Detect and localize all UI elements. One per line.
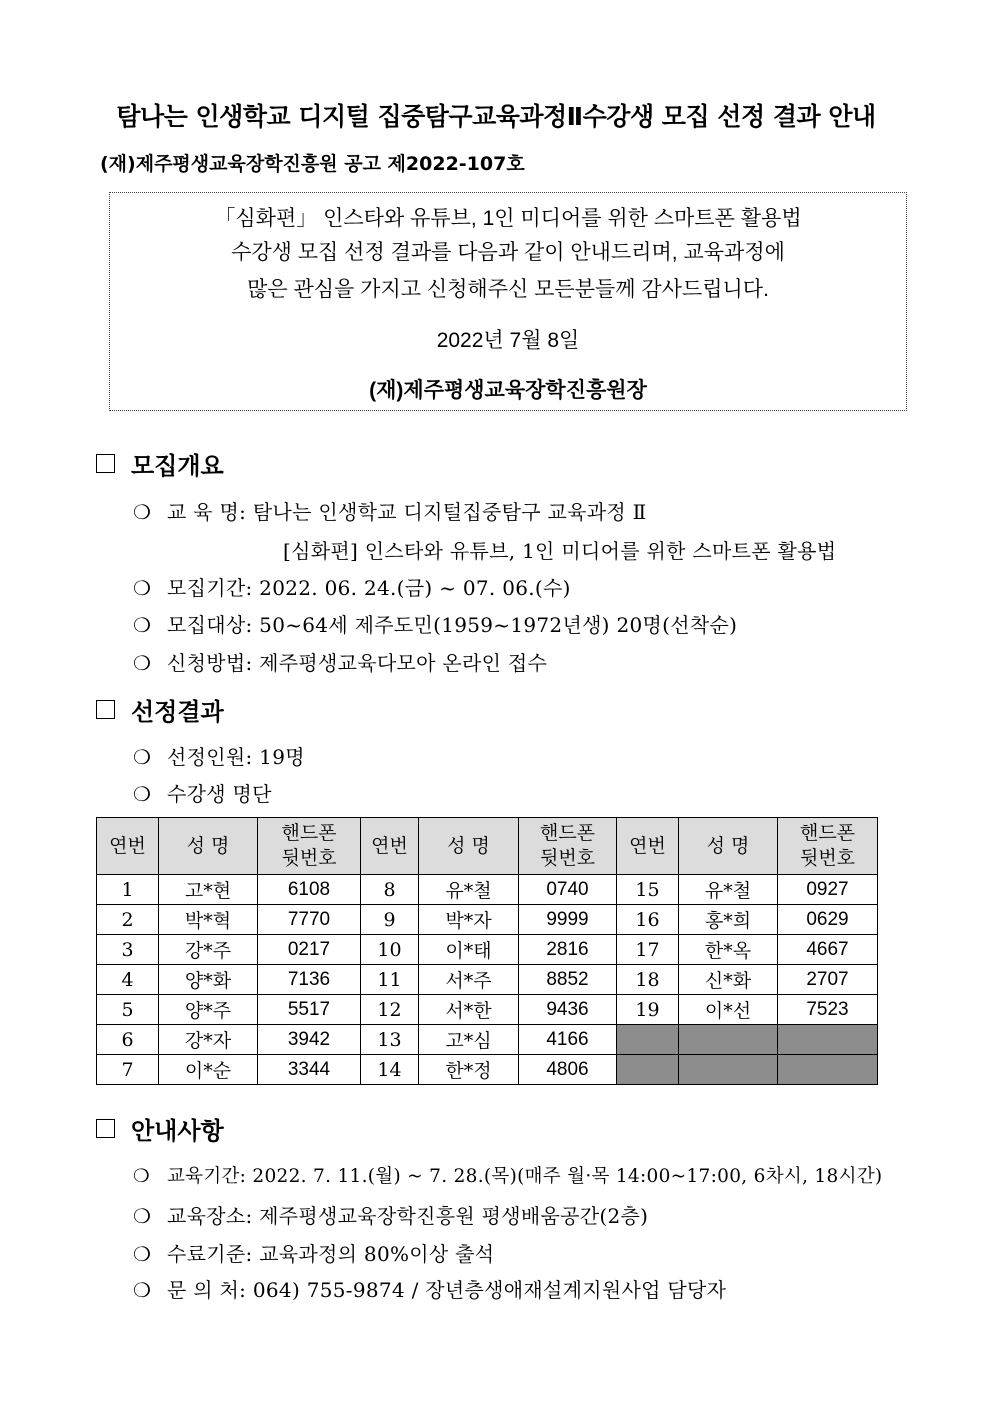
announcement-box (109, 192, 907, 411)
cell-no: 11 (361, 965, 419, 995)
overview-item-course-subtitle: [심화편] 인스타와 유튜브, 1인 미디어를 위한 스마트폰 활용법 (283, 539, 837, 563)
cell-no: 7 (97, 1055, 159, 1085)
cell-phone: 2816 (519, 935, 617, 965)
circle-bullet-icon: ❍ (133, 782, 152, 806)
cell-name: 강*자 (159, 1025, 258, 1055)
cell-no: 14 (361, 1055, 419, 1085)
header-phone: 핸드폰 뒷번호 (258, 818, 361, 875)
notice-number: (재)제주평생교육장학진흥원 공고 제2022-107호 (100, 153, 525, 175)
cell-no: 9 (361, 905, 419, 935)
section-heading-overview (96, 446, 224, 481)
cell-no: 6 (97, 1025, 159, 1055)
empty-cell (617, 1025, 679, 1055)
cell-no: 12 (361, 995, 419, 1025)
cell-no: 19 (617, 995, 679, 1025)
cell-no: 3 (97, 935, 159, 965)
table-row (97, 935, 878, 965)
results-item-list: ❍ 수강생 명단 (133, 782, 272, 806)
cell-name: 이*태 (419, 935, 519, 965)
cell-name: 이*선 (679, 995, 778, 1025)
cell-phone: 0217 (258, 935, 361, 965)
cell-no: 18 (617, 965, 679, 995)
cell-phone: 6108 (258, 875, 361, 905)
student-list-table (96, 817, 878, 1085)
info-item-location: ❍ 교육장소: 제주평생교육장학진흥원 평생배움공간(2층) (133, 1204, 649, 1228)
cell-phone: 4806 (519, 1055, 617, 1085)
cell-no: 10 (361, 935, 419, 965)
empty-cell (778, 1025, 878, 1055)
table-row (97, 905, 878, 935)
cell-phone: 5517 (258, 995, 361, 1025)
cell-phone: 2707 (778, 965, 878, 995)
cell-phone: 9436 (519, 995, 617, 1025)
cell-phone: 0629 (778, 905, 878, 935)
empty-cell (778, 1055, 878, 1085)
cell-phone: 7770 (258, 905, 361, 935)
circle-bullet-icon: ❍ (133, 613, 152, 637)
issuer-signature: (재)제주평생교육장학진흥원장 (369, 379, 647, 402)
cell-name: 고*현 (159, 875, 258, 905)
checkbox-square-icon (96, 700, 115, 719)
info-item-period: ❍ 교육기간: 2022. 7. 11.(월) ~ 7. 28.(목)(매주 월·목 14:00~17:00, 6차시, 18시간) (133, 1166, 883, 1187)
cell-name: 고*심 (419, 1025, 519, 1055)
table-row (97, 995, 878, 1025)
box-line-2: 수강생 모집 선정 결과를 다음과 같이 안내드리며, 교육과정에 (231, 241, 785, 264)
table-row (97, 965, 878, 995)
table-header-row (97, 818, 878, 875)
cell-no: 2 (97, 905, 159, 935)
info-item-completion: ❍ 수료기준: 교육과정의 80%이상 출석 (133, 1242, 495, 1266)
cell-phone: 4667 (778, 935, 878, 965)
cell-phone: 9999 (519, 905, 617, 935)
overview-item-period: ❍ 모집기간: 2022. 06. 24.(금) ~ 07. 06.(수) (133, 576, 571, 600)
section-heading-results (96, 692, 224, 727)
checkbox-square-icon (96, 1119, 115, 1138)
cell-no: 5 (97, 995, 159, 1025)
checkbox-square-icon (96, 454, 115, 473)
cell-name: 박*자 (419, 905, 519, 935)
overview-item-course: ❍ 교 육 명: 탐나는 인생학교 디지털집중탐구 교육과정 Ⅱ (133, 500, 647, 524)
cell-no: 13 (361, 1025, 419, 1055)
cell-phone: 0740 (519, 875, 617, 905)
cell-name: 양*주 (159, 995, 258, 1025)
cell-phone: 3942 (258, 1025, 361, 1055)
circle-bullet-icon: ❍ (133, 651, 152, 675)
circle-bullet-icon: ❍ (133, 1166, 150, 1187)
header-no: 연번 (97, 818, 159, 875)
cell-no: 4 (97, 965, 159, 995)
header-phone: 핸드폰 뒷번호 (519, 818, 617, 875)
table-row (97, 1025, 878, 1055)
empty-cell (679, 1055, 778, 1085)
cell-phone: 4166 (519, 1025, 617, 1055)
cell-name: 홍*희 (679, 905, 778, 935)
circle-bullet-icon: ❍ (133, 576, 152, 600)
cell-name: 한*옥 (679, 935, 778, 965)
cell-name: 양*화 (159, 965, 258, 995)
cell-phone: 8852 (519, 965, 617, 995)
cell-no: 16 (617, 905, 679, 935)
cell-phone: 7523 (778, 995, 878, 1025)
header-name: 성 명 (679, 818, 778, 875)
cell-name: 박*혁 (159, 905, 258, 935)
cell-phone: 0927 (778, 875, 878, 905)
cell-name: 한*정 (419, 1055, 519, 1085)
info-item-contact: ❍ 문 의 처: 064) 755-9874 / 장년층생애재설계지원사업 담당자 (133, 1278, 727, 1302)
circle-bullet-icon: ❍ (133, 1204, 152, 1228)
announcement-date: 2022년 7월 8일 (436, 329, 580, 352)
results-item-count: ❍ 선정인원: 19명 (133, 745, 305, 769)
cell-no: 1 (97, 875, 159, 905)
document-title: 탐나는 인생학교 디지털 집중탐구교육과정Ⅱ수강생 모집 선정 결과 안내 (116, 102, 876, 131)
cell-no: 15 (617, 875, 679, 905)
section-title: 안내사항 (131, 1117, 224, 1145)
cell-no: 8 (361, 875, 419, 905)
header-phone: 핸드폰 뒷번호 (778, 818, 878, 875)
cell-name: 이*순 (159, 1055, 258, 1085)
circle-bullet-icon: ❍ (133, 500, 152, 524)
box-line-3: 많은 관심을 가지고 신청해주신 모든분들께 감사드립니다. (247, 278, 769, 301)
cell-name: 강*주 (159, 935, 258, 965)
section-heading-info (96, 1111, 224, 1146)
overview-item-target: ❍ 모집대상: 50~64세 제주도민(1959~1972년생) 20명(선착순) (133, 613, 738, 637)
header-name: 성 명 (419, 818, 519, 875)
circle-bullet-icon: ❍ (133, 1242, 152, 1266)
cell-name: 유*철 (419, 875, 519, 905)
table-row (97, 1055, 878, 1085)
overview-item-method: ❍ 신청방법: 제주평생교육다모아 온라인 접수 (133, 651, 548, 675)
empty-cell (617, 1055, 679, 1085)
header-no: 연번 (361, 818, 419, 875)
cell-name: 서*한 (419, 995, 519, 1025)
cell-name: 신*화 (679, 965, 778, 995)
cell-name: 유*철 (679, 875, 778, 905)
cell-phone: 3344 (258, 1055, 361, 1085)
cell-phone: 7136 (258, 965, 361, 995)
circle-bullet-icon: ❍ (133, 745, 152, 769)
cell-no: 17 (617, 935, 679, 965)
box-line-1: 「심화편」 인스타와 유튜브, 1인 미디어를 위한 스마트폰 활용법 (214, 207, 802, 230)
table-row (97, 875, 878, 905)
cell-name: 서*주 (419, 965, 519, 995)
empty-cell (679, 1025, 778, 1055)
section-title: 선정결과 (131, 698, 224, 726)
section-title: 모집개요 (131, 452, 224, 480)
header-name: 성 명 (159, 818, 258, 875)
header-no: 연번 (617, 818, 679, 875)
circle-bullet-icon: ❍ (133, 1278, 152, 1302)
